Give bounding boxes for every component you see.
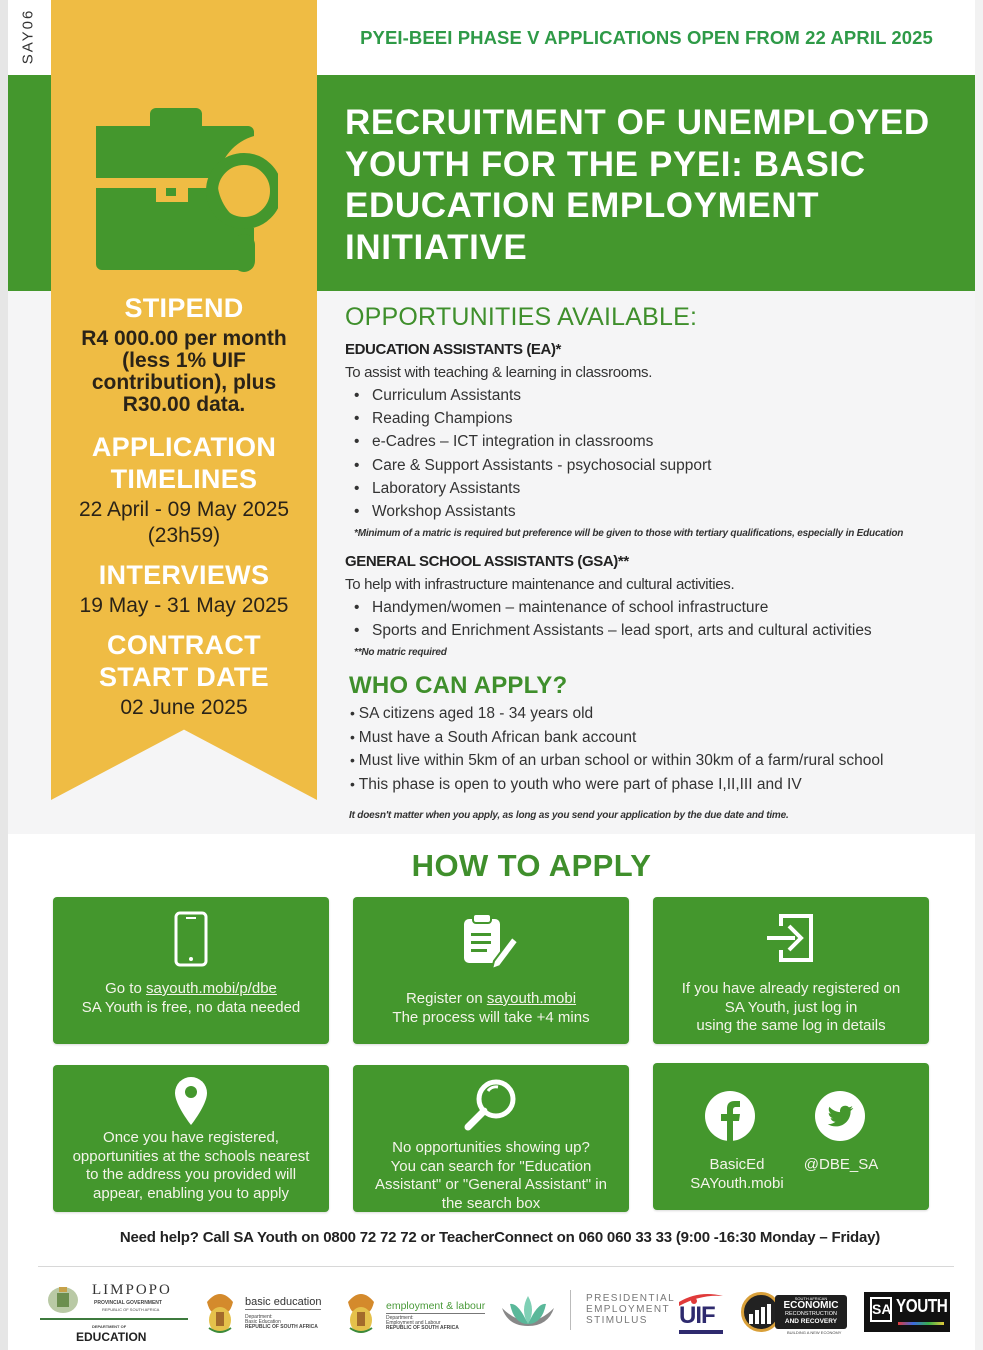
coat-of-arms-icon <box>344 1288 378 1336</box>
interviews-heading: INTERVIEWS <box>98 560 270 590</box>
list-item: • SA citizens aged 18 - 34 years old <box>350 702 883 726</box>
bar-growth-icon <box>747 1300 777 1326</box>
economic-recovery-logo <box>741 1292 849 1336</box>
contract-heading: CONTRACT <box>107 630 261 660</box>
card-text: Go to <box>105 980 146 997</box>
step-card-search <box>353 1065 629 1212</box>
contract-date: 02 June 2025 <box>120 696 248 719</box>
logo-text: ECONOMIC <box>783 1300 839 1311</box>
basic-education-name: basic education <box>245 1296 322 1308</box>
lotus-icon <box>500 1294 556 1328</box>
stipend-line: contribution), plus <box>91 371 277 394</box>
stipend-section <box>51 292 317 416</box>
step-card-social <box>653 1063 929 1210</box>
sa-youth-youth: YOUTH <box>896 1296 948 1316</box>
how-to-apply-heading: HOW TO APPLY <box>411 848 652 883</box>
opportunities-heading: OPPORTUNITIES AVAILABLE: <box>345 303 698 331</box>
logo-text: Department: <box>386 1315 414 1321</box>
list-item: • Curriculum Assistants <box>372 384 711 407</box>
login-icon <box>763 910 819 966</box>
logo-text: BUILDING A NEW ECONOMY <box>787 1330 842 1335</box>
stipend-line: R4 000.00 per month <box>81 327 287 350</box>
timelines-section <box>51 431 317 549</box>
list-item: • Must live within 5km of an urban school or within 30km of a farm/rural school <box>350 749 883 773</box>
timelines-heading: TIMELINES <box>110 464 258 494</box>
card-text: Register on <box>405 990 487 1007</box>
card-text: Assistant" or "General Assistant" in <box>375 1176 607 1193</box>
title-line: INITIATIVE <box>345 227 528 267</box>
employment-labour-logo <box>344 1288 494 1338</box>
interviews-section <box>51 559 317 621</box>
logo-text: STIMULUS <box>586 1315 648 1326</box>
smartphone-icon <box>174 911 208 967</box>
card-text: Once you have registered, <box>103 1129 279 1146</box>
stipend-line: R30.00 data. <box>122 393 246 416</box>
list-item: • Laboratory Assistants <box>372 477 711 500</box>
footer-divider <box>38 1266 954 1267</box>
logo-text: EMPLOYMENT <box>586 1304 671 1315</box>
facebook-link[interactable] <box>705 1091 755 1147</box>
logo-text: RECONSTRUCTION <box>785 1311 837 1317</box>
card-text: SA Youth is free, no data needed <box>81 998 301 1016</box>
limpopo-dept: DEPARTMENT OF <box>92 1324 127 1329</box>
search-icon <box>462 1077 520 1133</box>
card-text: You can search for "Education <box>390 1157 592 1175</box>
stipend-line: (less 1% UIF <box>122 349 246 372</box>
card-text: If you have already registered on <box>681 980 901 997</box>
who-note: It doesn't matter when you apply, as long as you send your application by the due date and time. <box>349 810 789 821</box>
coat-of-arms-icon <box>203 1288 237 1336</box>
limpopo-crest-icon <box>46 1284 80 1316</box>
list-item: • Must have a South African bank account <box>350 726 883 750</box>
sa-youth-logo <box>864 1292 950 1332</box>
step-card-login <box>653 897 929 1044</box>
list-item: • Workshop Assistants <box>372 500 711 523</box>
who-list <box>350 702 883 796</box>
limpopo-name: LIMPOPO <box>92 1282 172 1298</box>
top-banner <box>318 0 975 75</box>
timelines-time: (23h59) <box>147 524 221 547</box>
list-item: • Reading Champions <box>372 407 711 430</box>
page-edge-left <box>0 0 8 1350</box>
limpopo-sub: PROVINCIAL GOVERNMENT <box>94 1300 162 1306</box>
logo-text: PRESIDENTIAL <box>586 1293 676 1304</box>
facebook-icon <box>705 1091 755 1141</box>
side-label <box>14 6 42 66</box>
card-text: The process will take +4 mins <box>392 1008 590 1026</box>
step-card-register <box>353 897 629 1044</box>
logo-text: Employment and Labour <box>386 1320 441 1326</box>
card-text: to the address you provided will <box>85 1166 297 1183</box>
list-item: • This phase is open to youth who were part of phase I,II,III and IV <box>350 773 883 797</box>
title-line: EDUCATION EMPLOYMENT <box>345 186 820 225</box>
sa-youth-sa: SA <box>870 1297 892 1322</box>
card-text: SA Youth, just log in <box>724 998 858 1016</box>
gsa-description: To help with infrastructure maintenance and cultural activities. <box>345 576 735 593</box>
contract-heading: START DATE <box>99 662 269 692</box>
logo-text: SOUTH AFRICAN <box>794 1296 828 1301</box>
twitter-link[interactable] <box>815 1091 865 1147</box>
page-edge-right <box>975 0 983 1350</box>
step-card-opportunities <box>53 1065 329 1212</box>
timelines-heading: APPLICATION <box>91 432 277 462</box>
card-text: appear, enabling you to apply <box>93 1184 289 1202</box>
title-line: YOUTH FOR THE PYEI: BASIC <box>345 144 866 184</box>
side-label-text: SAY06 <box>19 8 37 64</box>
sayouth-dbe-link[interactable]: sayouth.mobi/p/dbe <box>145 980 277 997</box>
card-text: opportunities at the schools nearest <box>72 1147 310 1165</box>
step-card-go-to <box>53 897 329 1044</box>
limpopo-education: EDUCATION <box>76 1330 147 1344</box>
gsa-list <box>372 596 872 642</box>
list-item: • Sports and Enrichment Assistants – lead sport, arts and cultural activities <box>372 619 872 642</box>
twitter-handle: @DBE_SA <box>803 1156 879 1173</box>
sayouth-link[interactable]: sayouth.mobi <box>486 990 577 1007</box>
uif-logo <box>677 1292 725 1334</box>
presidential-employment-stimulus-logo <box>500 1290 676 1335</box>
ea-list <box>372 384 711 523</box>
contract-section <box>51 629 317 723</box>
logo-text: Basic Education <box>245 1319 281 1325</box>
uif-text: UIF <box>679 1302 715 1329</box>
help-text: Need help? Call SA Youth on 0800 72 72 72 or TeacherConnect on 060 060 33 33 (9:00 -16:30 Monday – Friday) <box>119 1229 881 1246</box>
card-text: No opportunities showing up? <box>392 1139 590 1156</box>
employment-labour-name: employment & labour <box>386 1300 486 1312</box>
timelines-dates: 22 April - 09 May 2025 <box>78 498 290 521</box>
ea-title: EDUCATION ASSISTANTS (EA)* <box>345 341 561 358</box>
logo-text: AND RECOVERY <box>784 1318 838 1325</box>
twitter-icon <box>815 1091 865 1141</box>
list-item: • e-Cadres – ICT integration in classrooms <box>372 430 711 453</box>
who-heading: WHO CAN APPLY? <box>349 672 568 699</box>
map-pin-icon <box>173 1075 209 1127</box>
briefcase-search-icon <box>88 104 278 276</box>
facebook-handle: SAYouth.mobi <box>690 1174 784 1192</box>
ea-footnote: *Minimum of a matric is required but preference will be given to those with tertiary qualifications, especially in Education <box>354 528 904 539</box>
logo-text: REPUBLIC OF SOUTH AFRICA <box>245 1324 318 1330</box>
limpopo-sub2: REPUBLIC OF SOUTH AFRICA <box>102 1307 160 1312</box>
logo-text: REPUBLIC OF SOUTH AFRICA <box>386 1325 459 1331</box>
page-title <box>345 102 955 268</box>
card-text: the search box <box>441 1194 541 1212</box>
basic-education-logo <box>203 1288 333 1338</box>
logo-text: Department: <box>245 1314 273 1320</box>
card-text: using the same log in details <box>696 1017 886 1034</box>
list-item: • Care & Support Assistants - psychosocial support <box>372 454 711 477</box>
stipend-heading: STIPEND <box>124 293 244 323</box>
interviews-dates: 19 May - 31 May 2025 <box>79 594 289 617</box>
ea-description: To assist with teaching & learning in classrooms. <box>345 364 653 381</box>
limpopo-education-logo <box>40 1282 190 1344</box>
banner-text: PYEI-BEEI PHASE V APPLICATIONS OPEN FROM 22 APRIL 2025 <box>360 26 933 48</box>
gsa-footnote: **No matric required <box>354 647 447 658</box>
gsa-title: GENERAL SCHOOL ASSISTANTS (GSA)** <box>345 553 629 570</box>
facebook-handle: BasicEd <box>709 1156 765 1173</box>
list-item: • Handymen/women – maintenance of school infrastructure <box>372 596 872 619</box>
title-line: RECRUITMENT OF UNEMPLOYED <box>345 103 930 142</box>
clipboard-edit-icon <box>460 911 522 969</box>
